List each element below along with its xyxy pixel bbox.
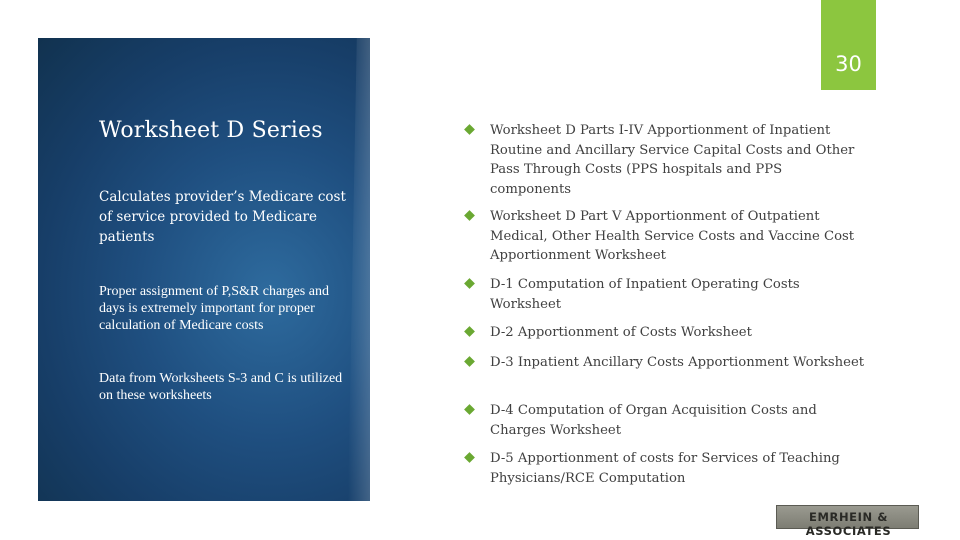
left-paragraph-3: Data from Worksheets S-3 and C is utilized on these worksheets xyxy=(99,371,343,403)
diamond-bullet-icon xyxy=(464,356,475,367)
bullet-text: D-4 Computation of Organ Acquisition Costs and Charges Worksheet xyxy=(490,403,817,438)
slide-number: 30 xyxy=(835,52,862,76)
logo-text: EMRHEIN & ASSOCIATES xyxy=(805,510,892,538)
diamond-bullet-icon xyxy=(464,326,475,337)
slide-number-badge xyxy=(821,0,876,90)
diamond-bullet-icon xyxy=(464,210,475,221)
bullet-text: D-3 Inpatient Ancillary Costs Apportionment Worksheet xyxy=(490,355,865,370)
slide-title: Worksheet D Series xyxy=(99,118,323,143)
diamond-bullet-icon xyxy=(464,124,475,135)
left-paragraph-1: Calculates provider’s Medicare cost of service provided to Medicare patients xyxy=(99,189,346,245)
diamond-bullet-icon xyxy=(464,404,475,415)
diamond-bullet-icon xyxy=(464,278,475,289)
bullet-text: D-1 Computation of Inpatient Operating Costs Worksheet xyxy=(490,277,800,312)
bullet-text: D-5 Apportionment of costs for Services of Teaching Physicians/RCE Computation xyxy=(490,451,840,486)
left-paragraph-2: Proper assignment of P,S&R charges and days is extremely important for proper calculation of Medicare costs xyxy=(99,284,329,333)
bullet-text: Worksheet D Part V Apportionment of Outpatient Medical, Other Health Service Costs and Vaccine Cost Apportionment Worksheet xyxy=(490,209,855,263)
company-logo xyxy=(776,505,919,538)
panel-edge-shade xyxy=(348,38,370,501)
bullet-text: D-2 Apportionment of Costs Worksheet xyxy=(490,325,752,340)
bullet-text: Worksheet D Parts I-IV Apportionment of Inpatient Routine and Ancillary Service Capital Costs and Other Pass Through Costs (PPS hospitals and PPS components xyxy=(490,123,855,197)
diamond-bullet-icon xyxy=(464,452,475,463)
title-panel xyxy=(38,38,370,501)
